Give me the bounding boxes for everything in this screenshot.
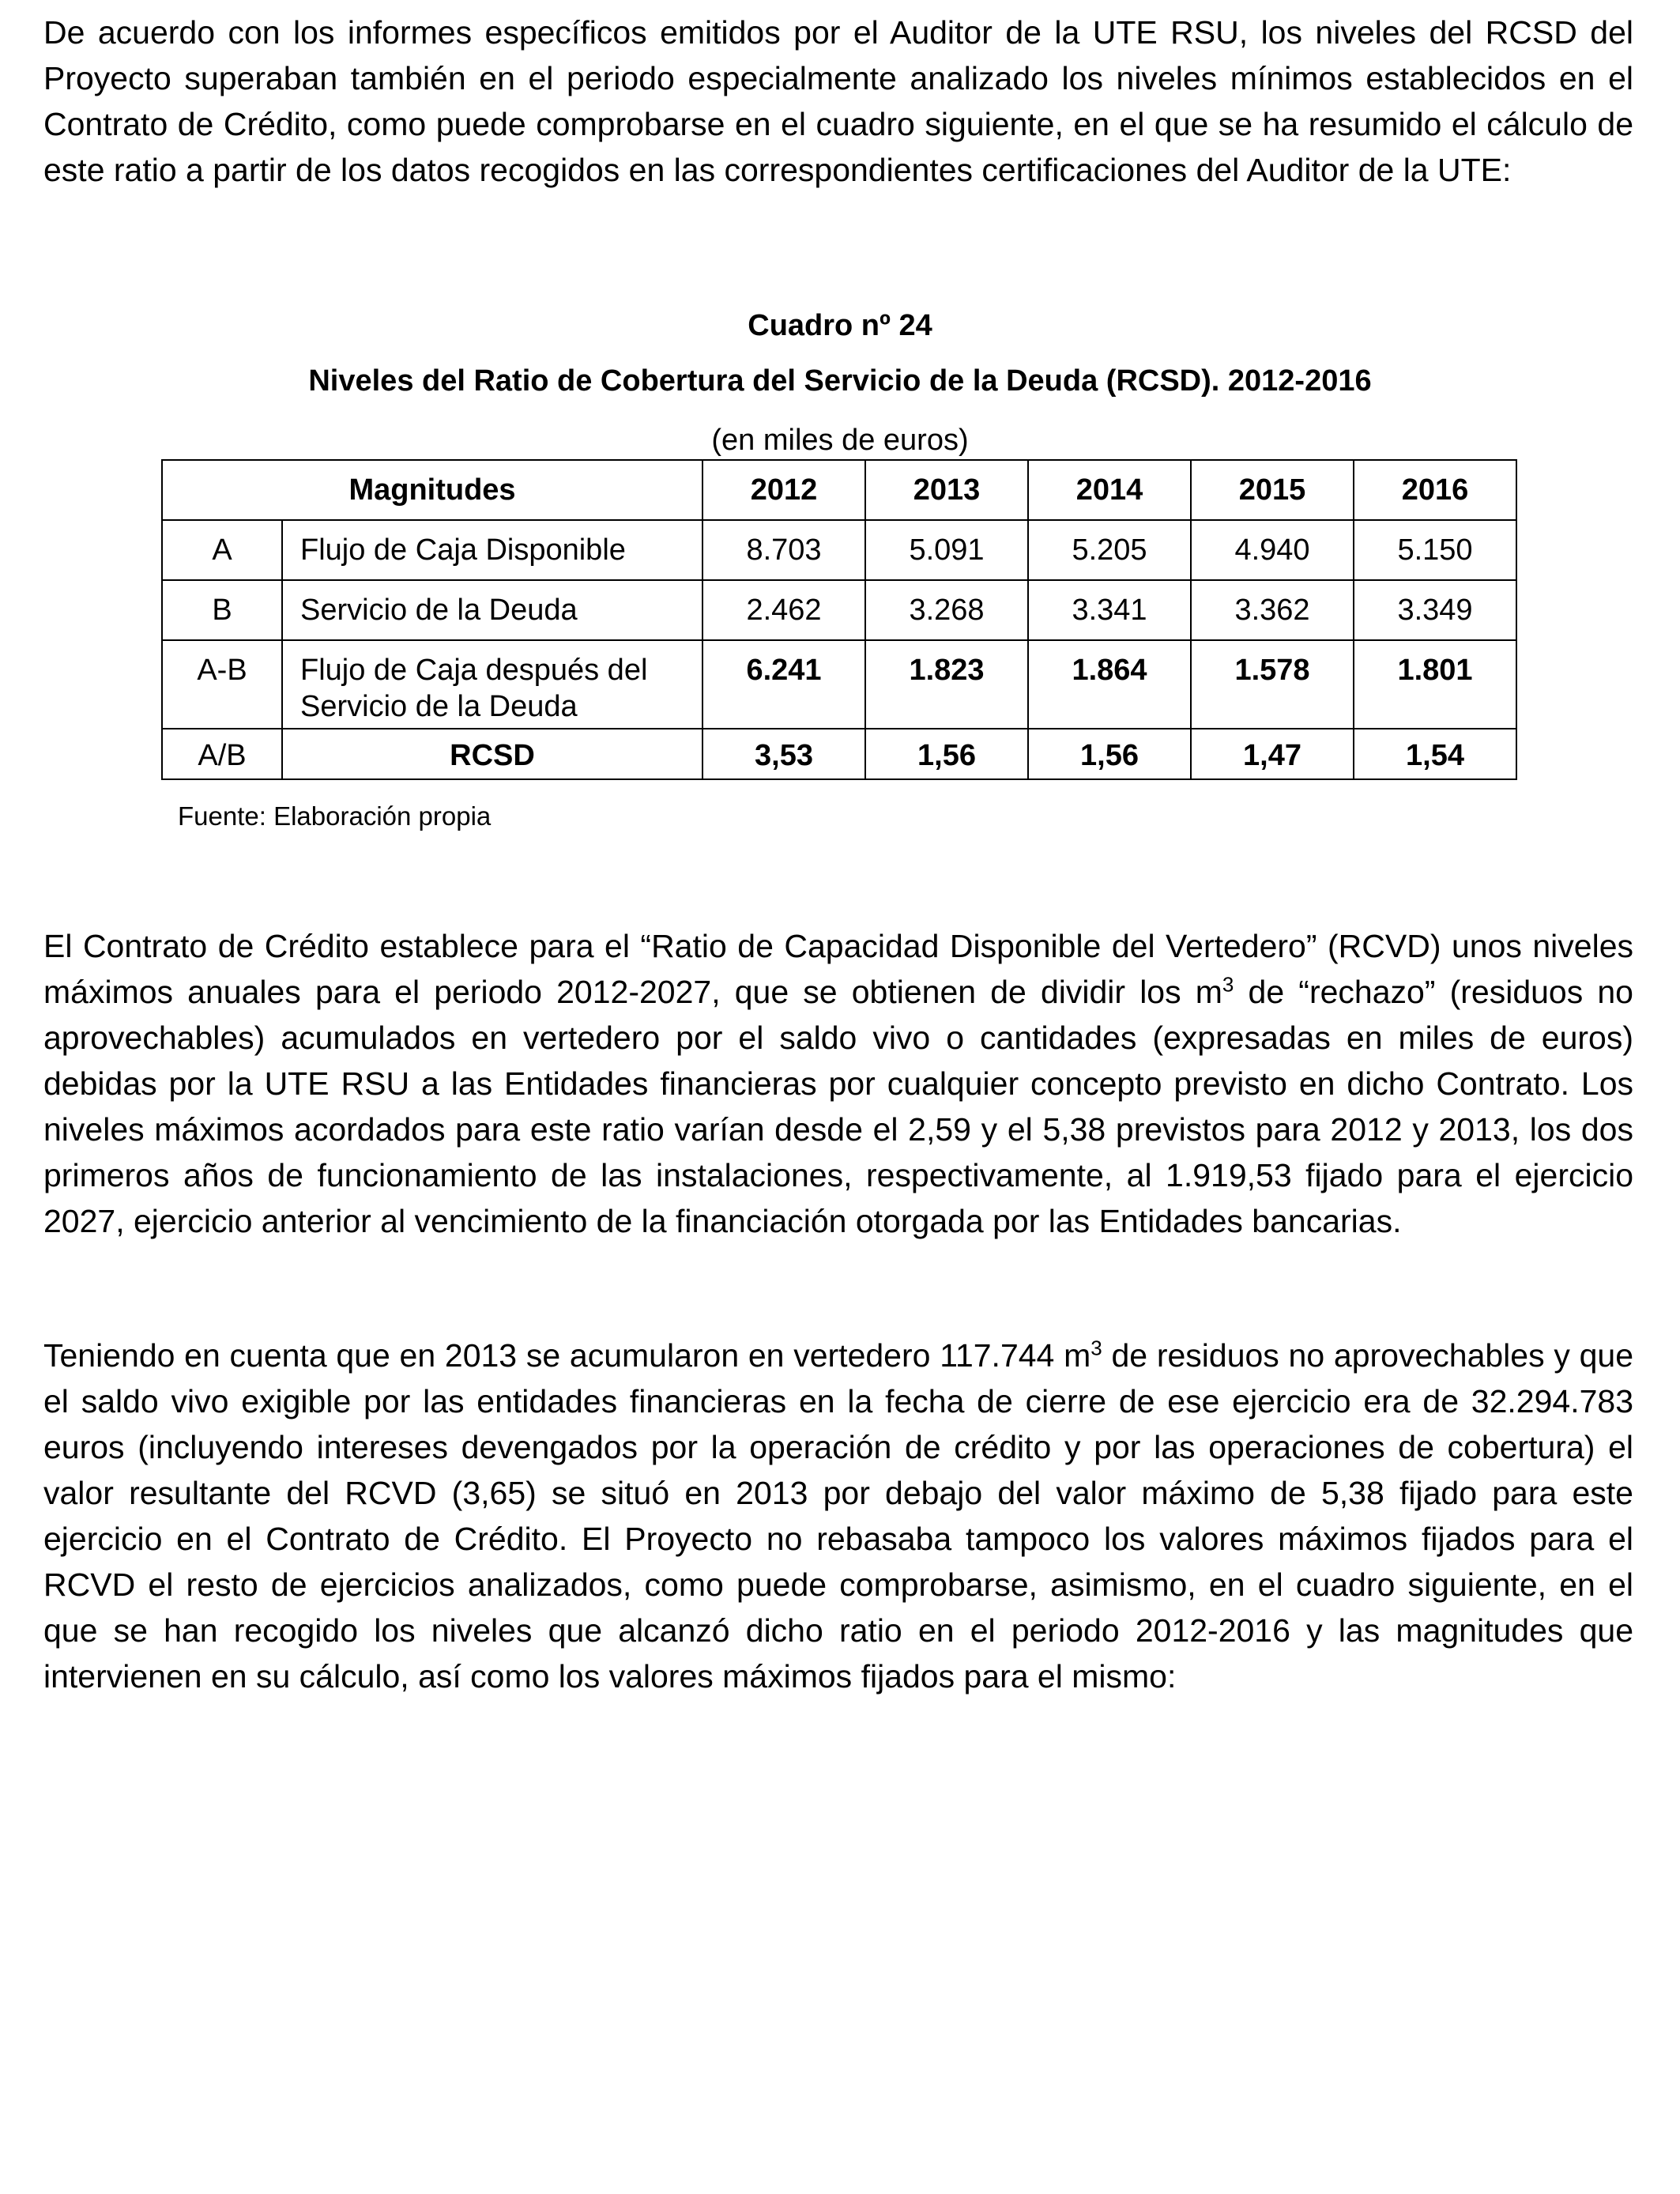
row-label: Flujo de Caja después del Servicio de la Deuda — [282, 640, 703, 729]
table-units: (en miles de euros) — [711, 424, 969, 457]
table-cell: 1,47 — [1191, 729, 1354, 779]
row-code: A — [162, 520, 282, 580]
rcvd-paragraph — [43, 923, 1633, 1244]
teniendo-paragraph — [43, 1333, 1633, 1699]
table-cell: 5.150 — [1354, 520, 1516, 580]
header-year: 2014 — [1028, 460, 1191, 520]
rcvd-text-1: El Contrato de Crédito establece para el “Ratio de Capacidad Disponible del Vertedero” (RCVD) unos niveles máximos anuales para el periodo 2012-2027, que se obtienen de dividir los m — [43, 928, 1633, 1010]
table-cell: 3.362 — [1191, 580, 1354, 640]
table-number: Cuadro nº 24 — [748, 309, 932, 342]
table-cell: 1,56 — [1028, 729, 1191, 779]
row-label: RCSD — [282, 729, 703, 779]
table-row — [162, 520, 1516, 580]
table-cell: 3.341 — [1028, 580, 1191, 640]
header-magnitudes: Magnitudes — [162, 460, 703, 520]
table-cell: 4.940 — [1191, 520, 1354, 580]
header-year: 2016 — [1354, 460, 1516, 520]
table-header-row — [162, 460, 1516, 520]
row-label: Flujo de Caja Disponible — [282, 520, 703, 580]
header-year: 2012 — [703, 460, 865, 520]
teniendo-text-1: Teniendo en cuenta que en 2013 se acumularon en vertedero 117.744 m — [43, 1337, 1091, 1374]
rcsd-table — [161, 459, 1517, 780]
table-cell: 1,56 — [865, 729, 1028, 779]
table-cell: 6.241 — [703, 640, 865, 729]
table-cell: 1.864 — [1028, 640, 1191, 729]
table-cell: 8.703 — [703, 520, 865, 580]
intro-paragraph: De acuerdo con los informes específicos emitidos por el Auditor de la UTE RSU, los niveles del RCSD del Proyecto superaban también en el periodo especialmente analizado los niveles mínimos establecidos en el Contrato de Crédito, como puede comprobarse en el cuadro siguiente, en el que se ha resumido el cálculo de este ratio a partir de los datos recogidos en las correspondientes certificaciones del Auditor de la UTE: — [43, 14, 1633, 188]
table-cell: 1.578 — [1191, 640, 1354, 729]
table-cell: 3,53 — [703, 729, 865, 779]
header-year: 2015 — [1191, 460, 1354, 520]
row-label: Servicio de la Deuda — [282, 580, 703, 640]
row-code: A/B — [162, 729, 282, 779]
table-cell: 1.823 — [865, 640, 1028, 729]
table-cell: 5.091 — [865, 520, 1028, 580]
table-cell: 3.349 — [1354, 580, 1516, 640]
table-title: Niveles del Ratio de Cobertura del Servicio de la Deuda (RCSD). 2012-2016 — [308, 364, 1372, 398]
table-row — [162, 580, 1516, 640]
superscript: 3 — [1222, 972, 1234, 997]
table-row — [162, 640, 1516, 729]
superscript: 3 — [1090, 1336, 1102, 1360]
rcvd-text-2: de “rechazo” (residuos no aprovechables) acumulados en vertedero por el saldo vivo o cantidades (expresadas en miles de euros) debidas por la UTE RSU a las Entidades financieras por cualquier concepto previsto en dicho Contrato. Los niveles máximos acordados para este ratio varían desde el 2,59 y el 5,38 previstos para 2012 y 2013, los dos primeros años de funcionamiento de las instalaciones, respectivamente, al 1.919,53 fijado para el ejercicio 2027, ejercicio anterior al vencimiento de la financiación otorgada por las Entidades bancarias. — [43, 974, 1633, 1239]
table-cell: 2.462 — [703, 580, 865, 640]
table-cell: 1,54 — [1354, 729, 1516, 779]
row-code: B — [162, 580, 282, 640]
header-year: 2013 — [865, 460, 1028, 520]
teniendo-text-2: de residuos no aprovechables y que el saldo vivo exigible por las entidades financieras en la fecha de cierre de ese ejercicio era de 32.294.783 euros (incluyendo intereses devengados por la operación de crédito y por las operaciones de cobertura) el valor resultante del RCVD (3,65) se situó en 2013 por debajo del valor máximo de 5,38 fijado para este ejercicio en el Contrato de Crédito. El Proyecto no rebasaba tampoco los valores máximos fijados para el RCVD el resto de ejercicios analizados, como puede comprobarse, asimismo, en el cuadro siguiente, en el que se han recogido los niveles que alcanzó dicho ratio en el periodo 2012-2016 y las magnitudes que intervienen en su cálculo, así como los valores máximos fijados para el mismo: — [43, 1337, 1633, 1695]
row-code: A-B — [162, 640, 282, 729]
table-cell: 3.268 — [865, 580, 1028, 640]
table-row — [162, 729, 1516, 779]
table-cell: 5.205 — [1028, 520, 1191, 580]
table-source: Fuente: Elaboración propia — [178, 801, 492, 831]
table-cell: 1.801 — [1354, 640, 1516, 729]
